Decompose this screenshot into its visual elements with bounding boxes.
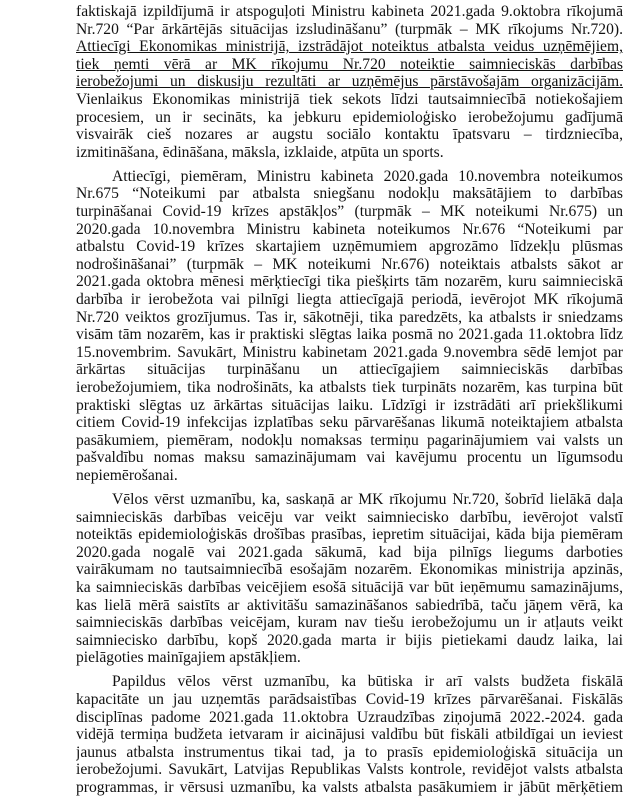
text-line bbox=[76, 673, 623, 691]
text-line bbox=[76, 309, 623, 327]
line-text: nepiemērošanai. bbox=[76, 466, 178, 484]
line-text: ierobežojumi un diskusiju rezultāti ar uzņēmējus pārstāvošajām organizācijām. bbox=[76, 73, 623, 91]
text-line bbox=[76, 614, 623, 632]
underlined-text-line bbox=[76, 73, 623, 91]
text-line bbox=[76, 632, 623, 650]
text-line bbox=[76, 491, 623, 509]
line-text: Papildus vēlos vērst uzmanību, ka būtiska ir arī valsts budžeta fiskālā bbox=[112, 673, 623, 691]
line-text: vidējā termiņa budžeta ietvaram ir aicinājusi valdību būt fiskāli atbildīgai un ieviest bbox=[76, 726, 623, 744]
line-text: saimnieciskās darbības veicējam, kuram nav tiešu ierobežojumu un ir atļauts veikt bbox=[76, 614, 623, 632]
line-text: nodrošināšanai” (turpmāk – MK noteikumi Nr.676) noteiktais atbalsts sākot ar bbox=[76, 255, 623, 273]
text-line bbox=[76, 91, 623, 109]
line-text: tiek ņemti vērā ar MK rīkojumu Nr.720 noteiktie saimnieciskās darbības bbox=[76, 55, 623, 73]
text-line bbox=[76, 361, 623, 379]
text-line bbox=[76, 509, 623, 527]
text-line bbox=[76, 203, 623, 221]
paragraph bbox=[76, 491, 623, 667]
text-line bbox=[76, 761, 623, 779]
line-text: Nr.720 “Par ārkārtējās situācijas izsludināšanu” (turpmāk – MK rīkojums Nr.720). bbox=[76, 20, 623, 38]
text-line bbox=[76, 168, 623, 186]
line-text: ārkārtas situācijas turpināšanu un attiecīgajiem saimnieciskās darbības bbox=[76, 361, 623, 379]
line-text: 15.novembrim. Savukārt, Ministru kabinetam 2021.gada 9.novembra sēdē lemjot par bbox=[76, 343, 623, 361]
text-line bbox=[76, 185, 623, 203]
line-text: kapacitāte un jau uzņemtās parādsaistības Covid-19 krīzes pārvarēšanai. Fiskālās bbox=[76, 691, 623, 709]
line-text: vairākumam no tautsaimniecībā esošajām nozarēm. Ekonomikas ministrija apzinās, bbox=[76, 561, 623, 579]
line-text: Attiecīgi Ekonomikas ministrijā, izstrādājot noteiktus atbalsta veidus uzņēmējiem, bbox=[76, 38, 623, 56]
line-text: atbalstu Covid-19 krīzes skartajiem uzņēmumiem apgrozāmo līdzekļu plūsmas bbox=[76, 238, 623, 256]
line-text: 2020.gada 10.novembra Ministru kabineta noteikumos Nr.676 “Noteikumi par bbox=[76, 220, 623, 238]
paragraph bbox=[76, 3, 623, 161]
text-line bbox=[76, 467, 623, 485]
line-text: programmas, ir vērsusi uzmanību, ka valsts atbalsta pasākumiem ir jābūt mērķētiem bbox=[76, 779, 623, 797]
text-line bbox=[76, 291, 623, 309]
text-line bbox=[76, 779, 623, 797]
line-text: 2020.gada nogalē vai 2021.gada sākumā, kad bija pilnīgs liegums darboties bbox=[76, 543, 623, 561]
document-page bbox=[76, 3, 623, 803]
line-text: pielāgoties mainīgajiem apstākļiem. bbox=[76, 649, 301, 667]
underlined-text-line bbox=[76, 38, 623, 56]
underlined-text-line bbox=[76, 56, 623, 74]
text-line bbox=[76, 379, 623, 397]
text-line bbox=[76, 526, 623, 544]
text-line bbox=[76, 344, 623, 362]
line-text: disciplīnas padome 2021.gada 11.oktobra Uzraudzības ziņojumā 2022.-2024. gada bbox=[76, 708, 623, 726]
line-text: jaunus atbalsta instrumentus tikai tad, ja to prasīs epidemioloģiskā situācija un bbox=[76, 743, 623, 761]
line-text: kas lielā mērā saistīts ar aktivitāšu samazināšanos sabiedrībā, taču jāņem vērā, ka bbox=[76, 596, 623, 614]
text-line bbox=[76, 597, 623, 615]
line-text: pasākumiem, piemēram, nodokļu nomaksas termiņu pagarinājumiem vai valsts un bbox=[76, 431, 623, 449]
line-text: Vēlos vērst uzmanību, ka, saskaņā ar MK rīkojumu Nr.720, šobrīd lielākā daļa bbox=[112, 491, 623, 509]
text-line bbox=[76, 397, 623, 415]
line-text: Vienlaikus Ekonomikas ministrijā tiek sekots līdzi tautsaimniecībā notiekošajiem bbox=[76, 90, 623, 108]
line-text: saimnieciskās darbības veicēju var veikt saimniecisko darbību, ievērojot valstī bbox=[76, 508, 623, 526]
text-line bbox=[76, 561, 623, 579]
text-line bbox=[76, 649, 623, 667]
text-line bbox=[76, 449, 623, 467]
text-line bbox=[76, 414, 623, 432]
line-text: Nr.675 “Noteikumi par atbalsta sniegšanu nodokļu maksātājiem to darbības bbox=[76, 185, 623, 203]
line-text: turpināšanai Covid-19 krīzes apstākļos” (turpmāk – MK noteikumi Nr.675) un bbox=[76, 203, 623, 221]
text-line bbox=[76, 238, 623, 256]
line-text: saimniecisko darbību, kopš 2020.gada marta ir bijis pietiekami daudz laika, lai bbox=[76, 631, 623, 649]
text-line bbox=[76, 326, 623, 344]
line-text: ka saimnieciskās darbības veicējiem esošā situācijā var būt ieņēmumu samazinājums, bbox=[76, 579, 623, 596]
text-line bbox=[76, 726, 623, 744]
text-line bbox=[76, 691, 623, 709]
line-text: ierobežojumiem, tika nodrošināts, ka atbalsts tiek turpināts nozarēm, kas turpina būt bbox=[76, 378, 623, 396]
text-line bbox=[76, 256, 623, 274]
paragraph bbox=[76, 673, 623, 796]
text-line bbox=[76, 3, 623, 21]
text-line bbox=[76, 109, 623, 127]
text-line bbox=[76, 709, 623, 727]
line-text: visām tām nozarēm, kas ir praktiski slēgtas laika posmā no 2021.gada 11.oktobra līdz bbox=[76, 326, 623, 344]
text-line bbox=[76, 544, 623, 562]
line-text: pašvaldību nomas maksu samazinājumam vai kavējumu procentu un līgumsodu bbox=[76, 449, 623, 467]
line-text: 2021.gada oktobra mēnesi mērķtiecīgi tika piešķirts tām nozarēm, kuru saimnieciskā bbox=[76, 273, 623, 291]
line-text: Attiecīgi, piemēram, Ministru kabineta 2020.gada 10.novembra noteikumos bbox=[112, 167, 623, 185]
line-text: praktiski slēgtas uz ārkārtas situācijas laiku. Līdzīgi ir izstrādāti arī priekšlikumi bbox=[76, 396, 623, 414]
text-line bbox=[76, 126, 623, 144]
line-text: ierobežojumi. Savukārt, Latvijas Republikas Valsts kontrole, revidējot valsts atbalsta bbox=[76, 761, 623, 779]
text-line bbox=[76, 744, 623, 762]
line-text: visvairāk cieš nozares ar augstu sociālo kontaktu īpatsvaru – tirdzniecība, bbox=[76, 126, 623, 144]
text-line bbox=[76, 21, 623, 39]
line-text: faktiskajā izpildījumā ir atspoguļoti Ministru kabineta 2021.gada 9.oktobra rīkojumā bbox=[76, 3, 623, 20]
line-text: citiem Covid-19 infekcijas izplatības seku pārvarēšanas likumā noteiktajiem atbalsta bbox=[76, 414, 623, 432]
text-line bbox=[76, 432, 623, 450]
text-line bbox=[76, 144, 623, 162]
line-text: izmitināšana, ēdināšana, māksla, izklaide, atpūta un sports. bbox=[76, 143, 444, 161]
paragraph bbox=[76, 168, 623, 485]
line-text: darbība ir ierobežota vai pilnīgi liegta attiecīgajā periodā, ievērojot MK rīkojumā bbox=[76, 291, 623, 308]
text-line bbox=[76, 273, 623, 291]
text-line bbox=[76, 579, 623, 597]
line-text: noteiktās epidemioloģiskās drošības prasības, iepretim situācijai, kāda bija piemēram bbox=[76, 526, 623, 544]
line-text: Nr.720 veiktos grozījumus. Tas ir, sākotnēji, tika paredzēts, ka atbalsts ir sniedzams bbox=[76, 308, 623, 326]
line-text: procesiem, un ir secināts, ka jebkuru epidemioloģisko ierobežojumu gadījumā bbox=[76, 108, 623, 126]
text-line bbox=[76, 221, 623, 239]
